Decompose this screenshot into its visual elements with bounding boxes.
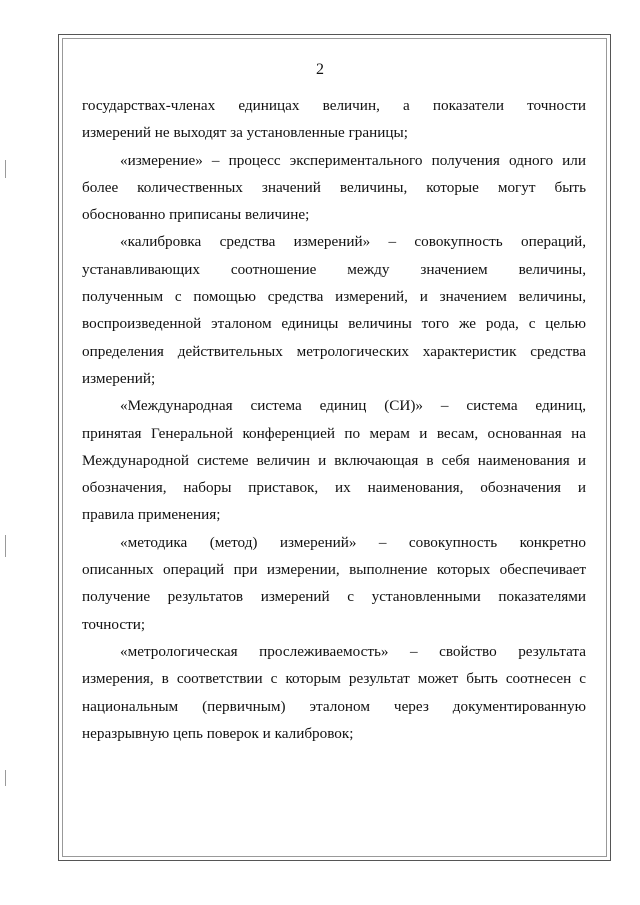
text-line: измерений не выходят за установленные границы; — [82, 124, 408, 142]
definition-calibration — [82, 228, 586, 392]
text-line: «Международная система единиц (СИ)» – система единиц, — [120, 397, 586, 415]
text-line: описанных операций при измерении, выполнение которых обеспечивает — [82, 561, 586, 579]
text-line: неразрывную цепь поверок и калибровок; — [82, 724, 354, 742]
text-line: измерения, в соответствии с которым результат может быть соотнесен с — [82, 670, 586, 688]
text-line: «метрологическая прослеживаемость» – свойство результата — [120, 642, 586, 660]
text-line: воспроизведенной эталоном единицы величины того же рода, с целью — [82, 315, 586, 333]
scan-edge-mark-top — [5, 160, 6, 178]
definition-traceability — [82, 638, 586, 747]
scan-edge-mark-middle — [5, 535, 6, 557]
text-line: «калибровка средства измерений» – совокупность операций, — [120, 233, 586, 251]
page-number: 2 — [316, 61, 324, 78]
text-line: государствах-членах единицах величин, а показатели точности — [82, 97, 586, 114]
definition-si — [82, 392, 586, 528]
text-line: правила применения; — [82, 506, 221, 524]
document-body — [82, 92, 586, 747]
text-line: более количественных значений величины, которые могут быть — [82, 178, 586, 196]
text-line: измерений; — [82, 369, 156, 387]
text-line: «измерение» – процесс экспериментального получения одного или — [120, 151, 586, 169]
text-line: национальным (первичным) эталоном через документированную — [82, 697, 586, 715]
definition-method — [82, 529, 586, 638]
definition-measurement — [82, 147, 586, 229]
text-line: принятая Генеральной конференцией по мерам и весам, основанная на — [82, 424, 586, 442]
text-line: обоснованно приписаны величине; — [82, 206, 310, 224]
text-line: получение результатов измерений с установленными показателями — [82, 588, 586, 606]
text-line: определения действительных метрологических характеристик средства — [82, 342, 586, 360]
text-line: Международной системе величин и включающая в себя наименования и — [82, 451, 586, 469]
text-line: «методика (метод) измерений» – совокупность конкретно — [120, 533, 586, 551]
text-line: полученным с помощью средства измерений, и значением величины, — [82, 288, 586, 306]
text-line: обозначения, наборы приставок, их наименования, обозначения и — [82, 479, 586, 497]
text-line: точности; — [82, 615, 146, 633]
text-line: устанавливающих соотношение между значением величины, — [82, 260, 586, 278]
scan-edge-mark-bottom — [5, 770, 6, 786]
paragraph-continuation — [82, 92, 586, 147]
